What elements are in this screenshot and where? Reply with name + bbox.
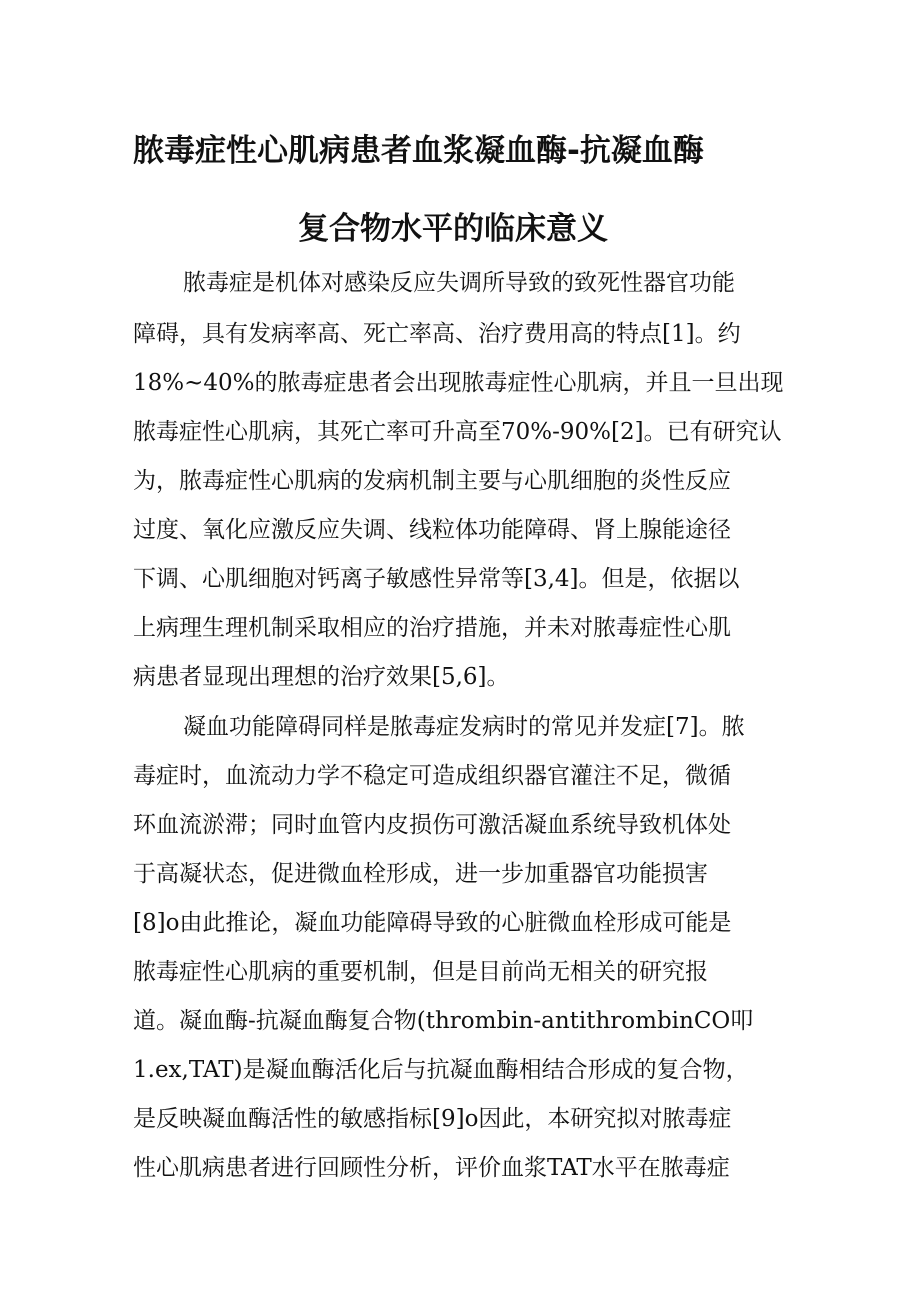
paragraph-2-line: 是反映凝血酶活性的敏感指标[9]o因此，本研究拟对脓毒症: [133, 1106, 732, 1132]
paragraph-1-line: 18%~40%的脓毒症患者会出现脓毒症性心肌病，并且一旦出现: [133, 370, 784, 396]
paragraph-1-line: 脓毒症性心肌病，其死亡率可升高至70%-90%[2]。已有研究认: [133, 419, 782, 445]
paragraph-1-line: 脓毒症是机体对感染反应失调所导致的致死性器官功能: [183, 270, 735, 296]
paragraph-1-line: 上病理生理机制采取相应的治疗措施，并未对脓毒症性心肌: [133, 615, 731, 641]
paragraph-2-line: 性心肌病患者进行回顾性分析，评价血浆TAT水平在脓毒症: [133, 1155, 730, 1181]
document-title-line-2: 复合物水平的临床意义: [298, 211, 608, 247]
paragraph-1-line: 病患者显现出理想的治疗效果[5,6]。: [133, 664, 510, 690]
paragraph-1-line: 为，脓毒症性心肌病的发病机制主要与心肌细胞的炎性反应: [133, 468, 731, 494]
paragraph-1-line: 过度、氧化应激反应失调、线粒体功能障碍、肾上腺能途径: [133, 517, 731, 543]
paragraph-2-line: 凝血功能障碍同样是脓毒症发病时的常见并发症[7]。脓: [183, 714, 745, 740]
paragraph-2-line: 环血流淤滞；同时血管内皮损伤可激活凝血系统导致机体处: [133, 812, 731, 838]
paragraph-2-line: 道。凝血酶-抗凝血酶复合物(thrombin-antithrombinCO叩: [133, 1008, 754, 1034]
paragraph-1-line: 障碍，具有发病率高、死亡率高、治疗费用高的特点[1]。约: [133, 321, 741, 347]
paragraph-1-line: 下调、心肌细胞对钙离子敏感性异常等[3,4]。但是，依据以: [133, 566, 740, 592]
paragraph-2-line: 毒症时，血流动力学不稳定可造成组织器官灌注不足，微循: [133, 763, 731, 789]
paragraph-2-line: 于高凝状态，促进微血栓形成，进一步加重器官功能损害: [133, 861, 708, 887]
paragraph-2-line: 1.ex,TAT)是凝血酶活化后与抗凝血酶相结合形成的复合物，: [133, 1057, 749, 1083]
paragraph-2-line: 脓毒症性心肌病的重要机制，但是目前尚无相关的研究报: [133, 959, 708, 985]
paragraph-2-line: [8]o由此推论，凝血功能障碍导致的心脏微血栓形成可能是: [133, 910, 732, 936]
document-title-line-1: 脓毒症性心肌病患者血浆凝血酶-抗凝血酶: [133, 133, 704, 169]
